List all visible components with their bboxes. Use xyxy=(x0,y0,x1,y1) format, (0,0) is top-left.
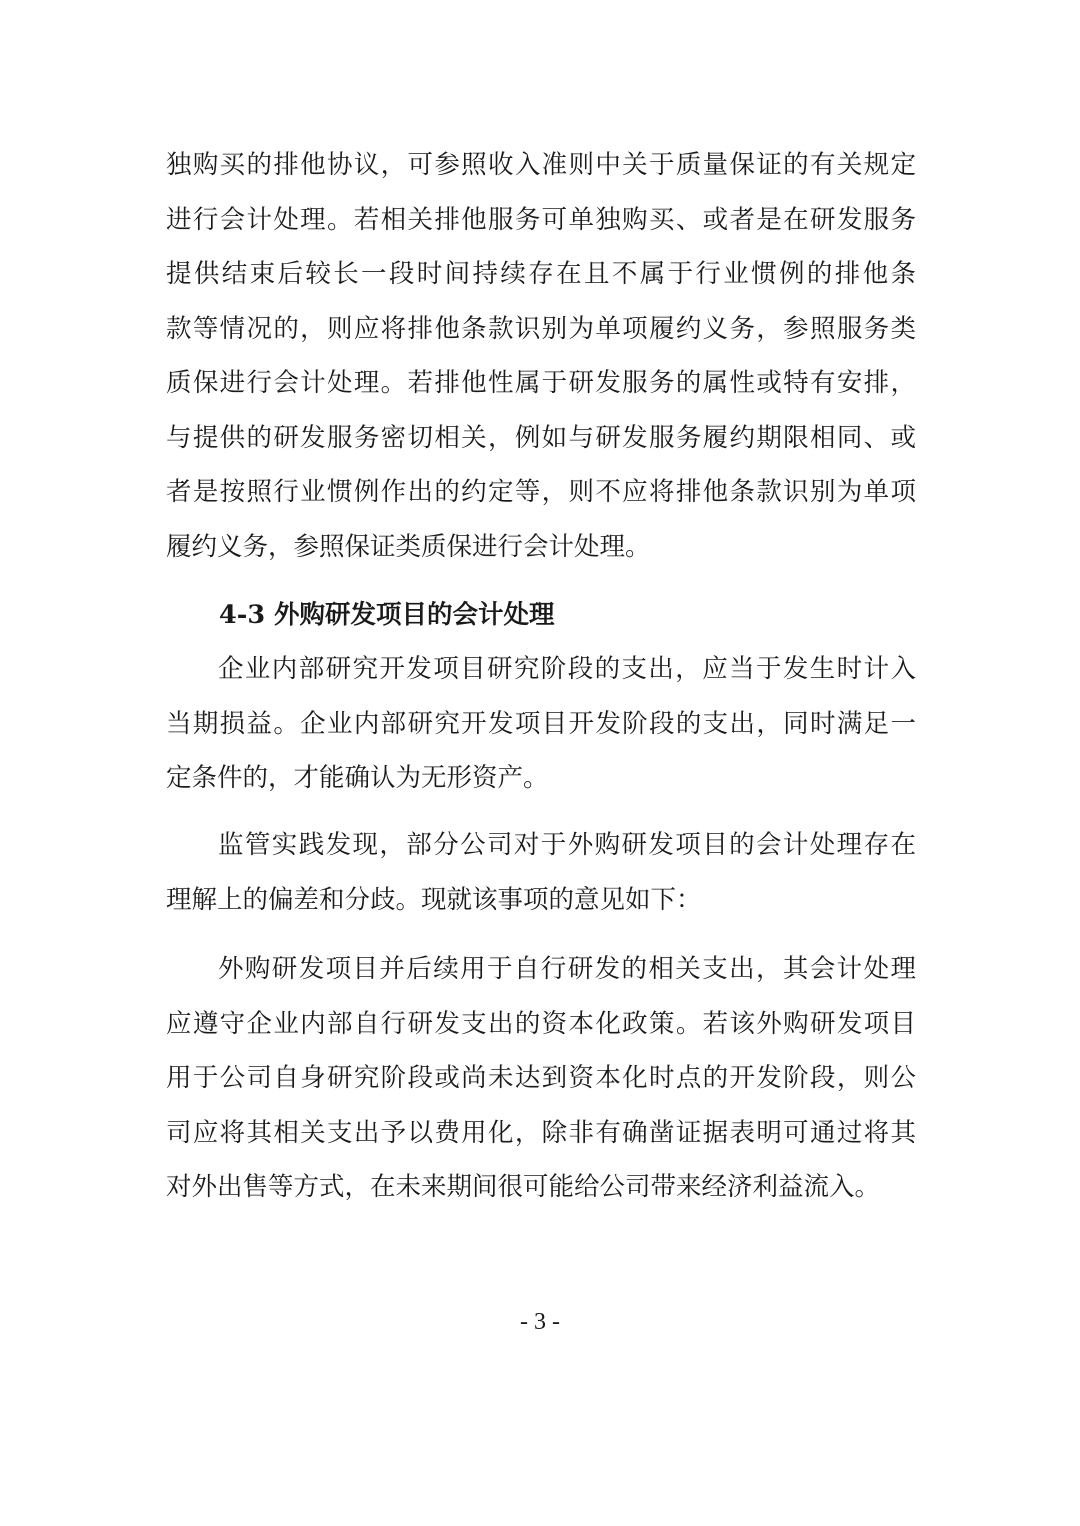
text-line: 质保进行会计处理。若排他性属于研发服务的属性或特有安排， xyxy=(166,368,916,398)
text-line: 用于公司自身研究阶段或尚未达到资本化时点的开发阶段，则公 xyxy=(166,1063,916,1093)
text-line: 司应将其相关支出予以费用化，除非有确凿证据表明可通过将其 xyxy=(166,1117,916,1148)
text-line: 者是按照行业惯例作出的约定等，则不应将排他条款识别为单项 xyxy=(166,477,916,507)
text-line: 应遵守企业内部自行研发支出的资本化政策。若该外购研发项目 xyxy=(166,1008,916,1039)
paragraph-internal-rd-expenditure xyxy=(166,642,916,806)
text-line: 进行会计处理。若相关排他服务可单独购买、或者是在研发服务 xyxy=(166,204,916,235)
text-line: 对外出售等方式，在未来期间很可能给公司带来经济利益流入。 xyxy=(166,1172,881,1202)
text-line: 与提供的研发服务密切相关，例如与研发服务履约期限相同、或 xyxy=(166,422,916,453)
text-line: 款等情况的，则应将排他条款识别为单项履约义务，参照服务类 xyxy=(166,313,916,344)
text-line: 外购研发项目并后续用于自行研发的相关支出，其会计处理 xyxy=(218,954,916,984)
paragraph-regulatory-findings xyxy=(166,818,916,927)
text-line: 企业内部研究开发项目研究阶段的支出，应当于发生时计入 xyxy=(218,654,916,684)
page-number: - 3 - xyxy=(520,1309,560,1335)
text-line: 监管实践发现，部分公司对于外购研发项目的会计处理存在 xyxy=(218,830,916,860)
text-line: 定条件的，才能确认为无形资产。 xyxy=(166,763,549,793)
paragraph-exclusivity-accounting xyxy=(166,138,916,574)
text-line: 提供结束后较长一段时间持续存在且不属于行业惯例的排他条 xyxy=(166,259,916,289)
text-line: 当期损益。企业内部研究开发项目开发阶段的支出，同时满足一 xyxy=(166,708,916,739)
section-heading: 4-3 外购研发项目的会计处理 xyxy=(219,600,555,630)
paragraph-purchased-rd-policy xyxy=(166,942,916,1215)
text-line: 理解上的偏差和分歧。现就该事项的意见如下： xyxy=(166,884,702,915)
text-line: 独购买的排他协议，可参照收入准则中关于质量保证的有关规定 xyxy=(166,150,916,180)
text-line: 履约义务，参照保证类质保进行会计处理。 xyxy=(166,531,651,562)
